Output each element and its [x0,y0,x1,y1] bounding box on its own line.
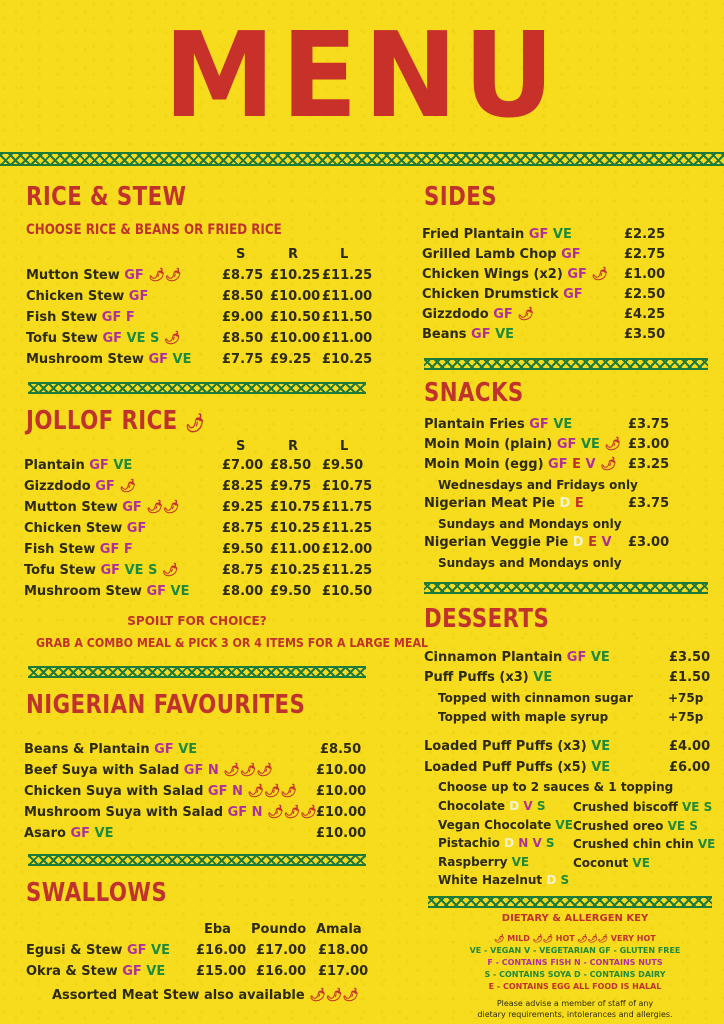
allergen-tag-v: V [585,457,601,472]
item-name: Mutton Stew [24,500,123,515]
item-price: £9.25 [270,352,312,367]
allergen-tag-f: F [123,542,133,557]
size-column-header: S [236,247,246,262]
menu-item-name [24,783,297,801]
allergen-tag-gf: GF [556,437,581,452]
menu-item-name [573,798,712,816]
menu-item-name [24,478,136,496]
item-price: £9.00 [222,310,264,325]
allergen-tag-ve: VE [580,437,605,452]
chili-icon: 🌶🌶🌶 [267,805,317,820]
menu-item-name [26,267,181,285]
snack-note: Sundays and Mondays only [438,517,622,531]
item-name: Loaded Puff Puffs (x5) [424,760,592,775]
item-price: £9.75 [270,479,312,494]
allergen-tag-v: V [532,836,546,850]
item-price: £4.25 [624,307,666,322]
item-price: £15.00 [196,964,247,979]
size-column-header: Poundo [251,922,307,937]
item-price: £8.25 [222,479,264,494]
topping-option: Topped with maple syrup [438,710,609,724]
allergen-tag-d: D [504,836,519,850]
divider-jollof [28,666,366,678]
allergen-tag-n: N [518,836,533,850]
menu-item-name [24,741,197,759]
menu-item-name [26,942,170,960]
allergen-tag-gf: GF [493,307,518,322]
menu-item-name [422,286,583,304]
item-price: £11.00 [322,289,373,304]
allergen-tag-d: D [572,535,589,550]
item-price: £10.00 [316,784,367,799]
allergen-tag-ve: VE [667,818,690,833]
swallows-heading: SWALLOWS [26,878,168,908]
size-column-header: R [288,247,299,262]
allergen-tag-e: E [574,496,584,511]
allergen-tag-gf: GF [227,805,252,820]
allergen-tag-ve: VE [555,817,573,832]
key-line-2: VE - VEGAN V - VEGETARIAN GF - GLUTEN FREE [469,946,681,955]
item-name: Moin Moin (egg) [424,457,549,472]
item-name: Fish Stew [24,542,100,557]
menu-item-name [422,246,581,264]
allergen-tag-s: S [536,799,546,813]
item-price: £11.50 [322,310,373,325]
allergen-tag-gf: GF [70,826,95,841]
top-border-pattern [0,152,724,166]
allergen-tag-ve: VE [681,800,704,814]
item-price: £16.00 [196,943,247,958]
jollof-heading-text: JOLLOF RICE [26,406,178,436]
item-name: Chocolate [438,799,510,813]
allergen-tag-gf: GF [471,327,496,342]
chili-icon: 🌶 [119,479,136,494]
menu-item-name [424,669,552,687]
item-price: £11.75 [322,500,373,515]
allergen-tag-gf: GF [128,289,149,304]
key-line-4: S - CONTAINS SOYA D - CONTAINS DAIRY [484,970,666,979]
allergen-tag-gf: GF [126,521,147,536]
chili-icon: 🌶 [600,457,617,472]
menu-item-name [24,541,133,559]
item-price: £17.00 [318,964,369,979]
menu-item-name [422,266,608,284]
key-line-5: E - CONTAINS EGG ALL FOOD IS HALAL [488,982,662,991]
menu-item-name [26,351,192,369]
jollof-heading [26,406,205,436]
item-price: £11.00 [270,542,321,557]
item-price: £3.25 [628,457,670,472]
allergen-tag-ve: VE [591,760,611,775]
menu-item-name [438,816,573,834]
item-name: Mutton Stew [26,268,125,283]
item-price: £10.00 [270,289,321,304]
item-price: £8.50 [222,331,264,346]
allergen-tag-s: S [545,836,555,850]
item-price: £10.00 [270,331,321,346]
allergen-tag-e: E [572,457,586,472]
item-name: Chicken Wings (x2) [422,267,568,282]
allergen-tag-gf: GF [99,542,124,557]
menu-item-name [24,520,146,538]
item-price: £10.50 [270,310,321,325]
item-price: £10.25 [270,521,321,536]
menu-item-name [24,499,179,517]
item-price: £10.50 [322,584,373,599]
menu-item-name [424,759,610,777]
item-name: Fish Stew [26,310,102,325]
menu-item-name [424,456,617,474]
menu-item-name [573,854,650,872]
allergen-tag-gf: GF [566,650,591,665]
item-price: £10.75 [270,500,321,515]
allergen-tag-n: N [251,805,268,820]
item-name: Mushroom Stew [24,584,147,599]
menu-item-name [24,825,113,843]
topping-price: +75p [668,691,704,705]
item-name: White Hazelnut [438,873,547,887]
menu-item-name [26,309,135,327]
key-line-1: 🌶 MILD 🌶🌶 HOT 🌶🌶🌶 VERY HOT [494,934,656,943]
allergen-tag-ve: VE [178,742,198,757]
item-price: £8.75 [222,268,264,283]
item-price: £8.75 [222,521,264,536]
item-price: £3.75 [628,417,670,432]
favourites-heading: NIGERIAN FAVOURITES [26,690,306,720]
snack-note: Sundays and Mondays only [438,556,622,570]
item-price: £4.00 [669,739,711,754]
item-name: Nigerian Meat Pie [424,496,560,511]
item-price: £8.50 [222,289,264,304]
item-price: £10.25 [270,563,321,578]
allergen-tag-ve: VE [495,327,515,342]
allergen-tag-v: V [523,799,537,813]
chili-icon: 🌶🌶🌶 [247,784,297,799]
allergen-tag-ve: VE [591,739,611,754]
item-name: Chicken Drumstick [422,287,564,302]
snack-note: Wednesdays and Fridays only [438,478,638,492]
item-price: £2.75 [624,247,666,262]
menu-item-name [424,534,612,552]
allergen-tag-v: V [601,535,612,550]
item-name: Puff Puffs (x3) [424,670,534,685]
allergen-tag-ve: VE [552,227,572,242]
menu-item-name [424,649,610,667]
item-price: £11.00 [322,331,373,346]
rice-stew-heading: RICE & STEW [26,182,187,212]
item-name: Mushroom Stew [26,352,149,367]
item-price: £11.25 [322,521,373,536]
allergen-tag-gf: GF [561,247,581,262]
size-column-header: Amala [316,922,362,937]
allergen-tag-gf: GF [146,584,171,599]
allergen-tag-gf: GF [567,267,592,282]
allergen-tag-gf: GF [148,352,173,367]
allergen-tag-d: D [509,799,524,813]
item-name: Coconut [573,855,633,870]
item-name: Chicken Stew [24,521,127,536]
chili-icon: 🌶🌶🌶 [223,763,273,778]
item-name: Cinnamon Plantain [424,650,567,665]
allergen-tag-gf: GF [100,563,125,578]
desserts-heading: DESSERTS [424,604,550,634]
item-name: Nigerian Veggie Pie [424,535,573,550]
allergen-tag-ve: VE [151,943,170,958]
item-name: Fried Plantain [422,227,529,242]
allergen-tag-ve: VE [553,417,573,432]
allergen-tag-gf: GF [124,268,149,283]
item-name: Crushed biscoff [573,800,682,814]
divider-sides [424,358,708,370]
allergen-tag-ve: VE [533,670,553,685]
item-name: Gizzdodo [24,479,96,494]
menu-item-name [424,738,610,756]
item-price: £1.00 [624,267,666,282]
allergen-tag-d: D [559,496,575,511]
snacks-heading: SNACKS [424,378,524,408]
allergen-tag-ve: VE [94,826,114,841]
allergen-tag-ve: VE [126,331,150,346]
size-column-header: S [236,439,246,454]
allergen-tag-f: F [125,310,135,325]
rice-stew-subheading: CHOOSE RICE & BEANS OR FRIED RICE [26,222,282,238]
menu-item-name [438,797,545,815]
allergen-tag-gf: GF [528,227,553,242]
menu-item-name [24,562,178,580]
allergen-tag-ve: VE [172,352,192,367]
allergen-tag-s: S [148,563,162,578]
item-price: £17.00 [256,943,307,958]
allergen-tag-gf: GF [95,479,120,494]
item-name: Plantain [24,458,90,473]
menu-item-name [26,330,180,348]
item-name: Pistachio [438,836,505,850]
item-name: Egusi & Stew [26,943,127,958]
item-price: £11.25 [322,268,373,283]
item-price: £3.75 [628,496,670,511]
size-column-header: Eba [204,922,231,937]
chili-icon: 🌶🌶 [148,268,182,283]
allergen-tag-n: N [231,784,248,799]
item-price: £9.50 [270,584,312,599]
menu-item-name [573,835,715,853]
item-price: £8.00 [222,584,264,599]
item-price: £8.50 [320,742,362,757]
promo-line-2: GRAB A COMBO MEAL & PICK 3 OR 4 ITEMS FOR A LARGE MEAL [36,636,429,650]
swallows-note-text: Assorted Meat Stew also available [52,988,305,1003]
item-price: £18.00 [318,943,369,958]
item-price: £3.00 [628,437,670,452]
item-price: £8.50 [270,458,312,473]
item-price: £7.75 [222,352,264,367]
allergen-tag-s: S [689,818,698,833]
allergen-tag-ve: VE [511,854,530,869]
allergen-tag-s: S [150,331,164,346]
item-name: Loaded Puff Puffs (x3) [424,739,592,754]
key-advise-1: Please advise a member of staff of any [496,999,654,1008]
menu-item-name [26,288,148,306]
size-column-header: L [340,247,349,262]
promo-line-1: SPOILT FOR CHOICE? [127,614,267,628]
allergen-tag-gf: GF [563,287,583,302]
chili-icon: 🌶 [185,413,205,434]
sides-heading: SIDES [424,182,497,212]
allergen-tag-s: S [560,873,570,887]
key-line-3: F - CONTAINS FISH N - CONTAINS NUTS [487,958,663,967]
allergen-tag-e: E [588,535,602,550]
allergen-tag-gf: GF [126,943,152,958]
divider-favourites [28,854,366,866]
item-price: £9.50 [222,542,264,557]
allergen-tag-gf: GF [102,331,127,346]
menu-item-name [438,834,555,852]
chili-icon: 🌶 [517,307,534,322]
allergen-tag-ve: VE [697,837,716,851]
sauce-instructions: Choose up to 2 sauces & 1 topping [438,780,674,794]
item-name: Mushroom Suya with Salad [24,805,228,820]
allergen-tag-gf: GF [89,458,114,473]
item-name: Asaro [24,826,71,841]
swallows-note [52,988,359,1004]
item-price: £10.00 [316,826,367,841]
item-price: £9.25 [222,500,264,515]
item-price: £10.00 [316,805,367,820]
item-price: £2.25 [624,227,666,242]
item-name: Okra & Stew [26,964,123,979]
topping-option: Topped with cinnamon sugar [438,691,633,705]
menu-item-name [26,963,165,981]
topping-price: +75p [668,710,704,724]
divider-rice [28,382,366,394]
item-price: £9.50 [322,458,364,473]
menu-item-name [424,495,584,513]
allergen-tag-gf: GF [101,310,126,325]
allergen-tag-ve: VE [590,650,610,665]
item-price: £11.25 [322,563,373,578]
menu-item-name [438,871,569,889]
item-name: Chicken Suya with Salad [24,784,208,799]
menu-item-name [573,817,698,835]
allergen-tag-d: D [546,873,561,887]
allergen-tag-gf: GF [548,457,573,472]
item-price: £3.00 [628,535,670,550]
allergen-tag-ve: VE [170,584,190,599]
item-price: £16.00 [256,964,307,979]
menu-item-name [424,416,572,434]
menu-item-name [422,226,572,244]
item-name: Beans [422,327,472,342]
item-name: Moin Moin (plain) [424,437,557,452]
allergen-tag-n: N [207,763,224,778]
menu-item-name [24,583,190,601]
item-price: £7.00 [222,458,264,473]
item-price: £2.50 [624,287,666,302]
menu-item-name [24,804,317,822]
allergen-tag-gf: GF [122,500,147,515]
menu-item-name [24,457,132,475]
item-price: £10.75 [322,479,373,494]
allergen-tag-ve: VE [113,458,133,473]
size-column-header: L [340,439,349,454]
item-name: Beef Suya with Salad [24,763,184,778]
allergen-tag-gf: GF [122,964,147,979]
item-price: £10.00 [316,763,367,778]
item-price: £6.00 [669,760,711,775]
divider-snacks [424,582,708,594]
item-price: £10.25 [322,352,373,367]
item-name: Tofu Stew [26,331,103,346]
item-name: Raspberry [438,854,512,869]
item-name: Chicken Stew [26,289,129,304]
allergen-tag-ve: VE [632,855,650,870]
chili-icon: 🌶 [163,331,181,346]
allergen-tag-gf: GF [183,763,208,778]
item-price: £3.50 [669,650,711,665]
item-name: Beans & Plantain [24,742,155,757]
item-price: £12.00 [322,542,373,557]
key-advise-2: dietary requirements, intolerances and allergies. [477,1010,673,1019]
menu-item-name [422,326,514,344]
item-name: Crushed oreo [573,818,668,833]
item-price: £8.75 [222,563,264,578]
menu-item-name [424,436,621,454]
menu-title: MENU [163,7,561,145]
item-name: Tofu Stew [24,563,101,578]
item-price: £10.25 [270,268,321,283]
item-price: £3.50 [624,327,666,342]
item-name: Vegan Chocolate [438,817,556,832]
menu-item-name [438,853,529,871]
size-column-header: R [288,439,299,454]
item-price: £1.50 [669,670,711,685]
allergen-tag-gf: GF [154,742,179,757]
allergen-tag-gf: GF [207,784,232,799]
item-name: Grilled Lamb Chop [422,247,562,262]
chili-icon: 🌶 [604,437,621,452]
allergen-tag-s: S [703,800,713,814]
item-name: Plantain Fries [424,417,530,432]
chili-icon: 🌶 [161,563,179,578]
item-name: Crushed chin chin [573,837,698,851]
allergen-tag-ve: VE [146,964,166,979]
chili-icon: 🌶 [591,267,608,282]
chili-icon: 🌶🌶🌶 [309,988,359,1003]
divider-key [428,896,712,908]
item-name: Gizzdodo [422,307,494,322]
allergen-tag-gf: GF [529,417,554,432]
menu-item-name [24,762,273,780]
chili-icon: 🌶🌶 [146,500,180,515]
key-heading: DIETARY & ALLERGEN KEY [501,913,649,924]
allergen-tag-ve: VE [124,563,148,578]
menu-item-name [422,306,534,324]
